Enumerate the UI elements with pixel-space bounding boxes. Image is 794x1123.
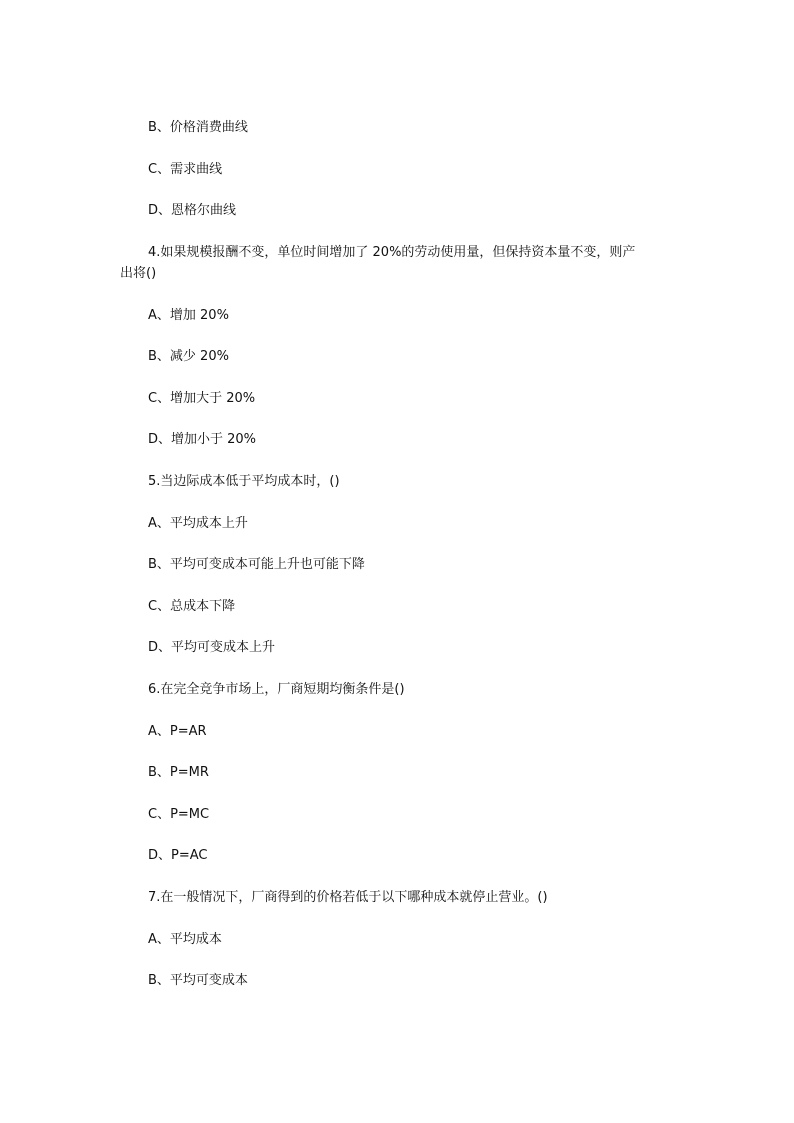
- q5-option-b: B、平均可变成本可能上升也可能下降: [148, 557, 365, 572]
- q3-option-c: C、需求曲线: [148, 162, 223, 177]
- q4-option-a: A、增加 20%: [148, 308, 229, 323]
- q7-option-a: A、平均成本: [148, 932, 222, 947]
- q3-option-d: D、恩格尔曲线: [148, 203, 237, 218]
- q6-option-b: B、P=MR: [148, 765, 209, 780]
- q7-option-b: B、平均可变成本: [148, 973, 248, 988]
- question-5-text: 5.当边际成本低于平均成本时，(): [148, 474, 340, 489]
- q5-option-d: D、平均可变成本上升: [148, 640, 276, 655]
- question-4-text: 4.如果规模报酬不变，单位时间增加了 20%的劳动使用量，但保持资本量不变，则产: [148, 245, 636, 260]
- q6-option-a: A、P=AR: [148, 724, 207, 739]
- question-7-text: 7.在一般情况下，厂商得到的价格若低于以下哪种成本就停止营业。(): [148, 890, 548, 905]
- question-6-text: 6.在完全竞争市场上，厂商短期均衡条件是(): [148, 682, 405, 697]
- q5-option-c: C、总成本下降: [148, 599, 236, 614]
- q5-option-a: A、平均成本上升: [148, 516, 248, 531]
- q4-option-c: C、增加大于 20%: [148, 391, 256, 406]
- q4-option-d: D、增加小于 20%: [148, 432, 257, 447]
- q6-option-c: C、P=MC: [148, 807, 210, 822]
- q3-option-b: B、价格消费曲线: [148, 120, 248, 135]
- question-4-text-continued: 出将(): [120, 266, 157, 281]
- q4-option-b: B、减少 20%: [148, 349, 229, 364]
- q6-option-d: D、P=AC: [148, 848, 208, 863]
